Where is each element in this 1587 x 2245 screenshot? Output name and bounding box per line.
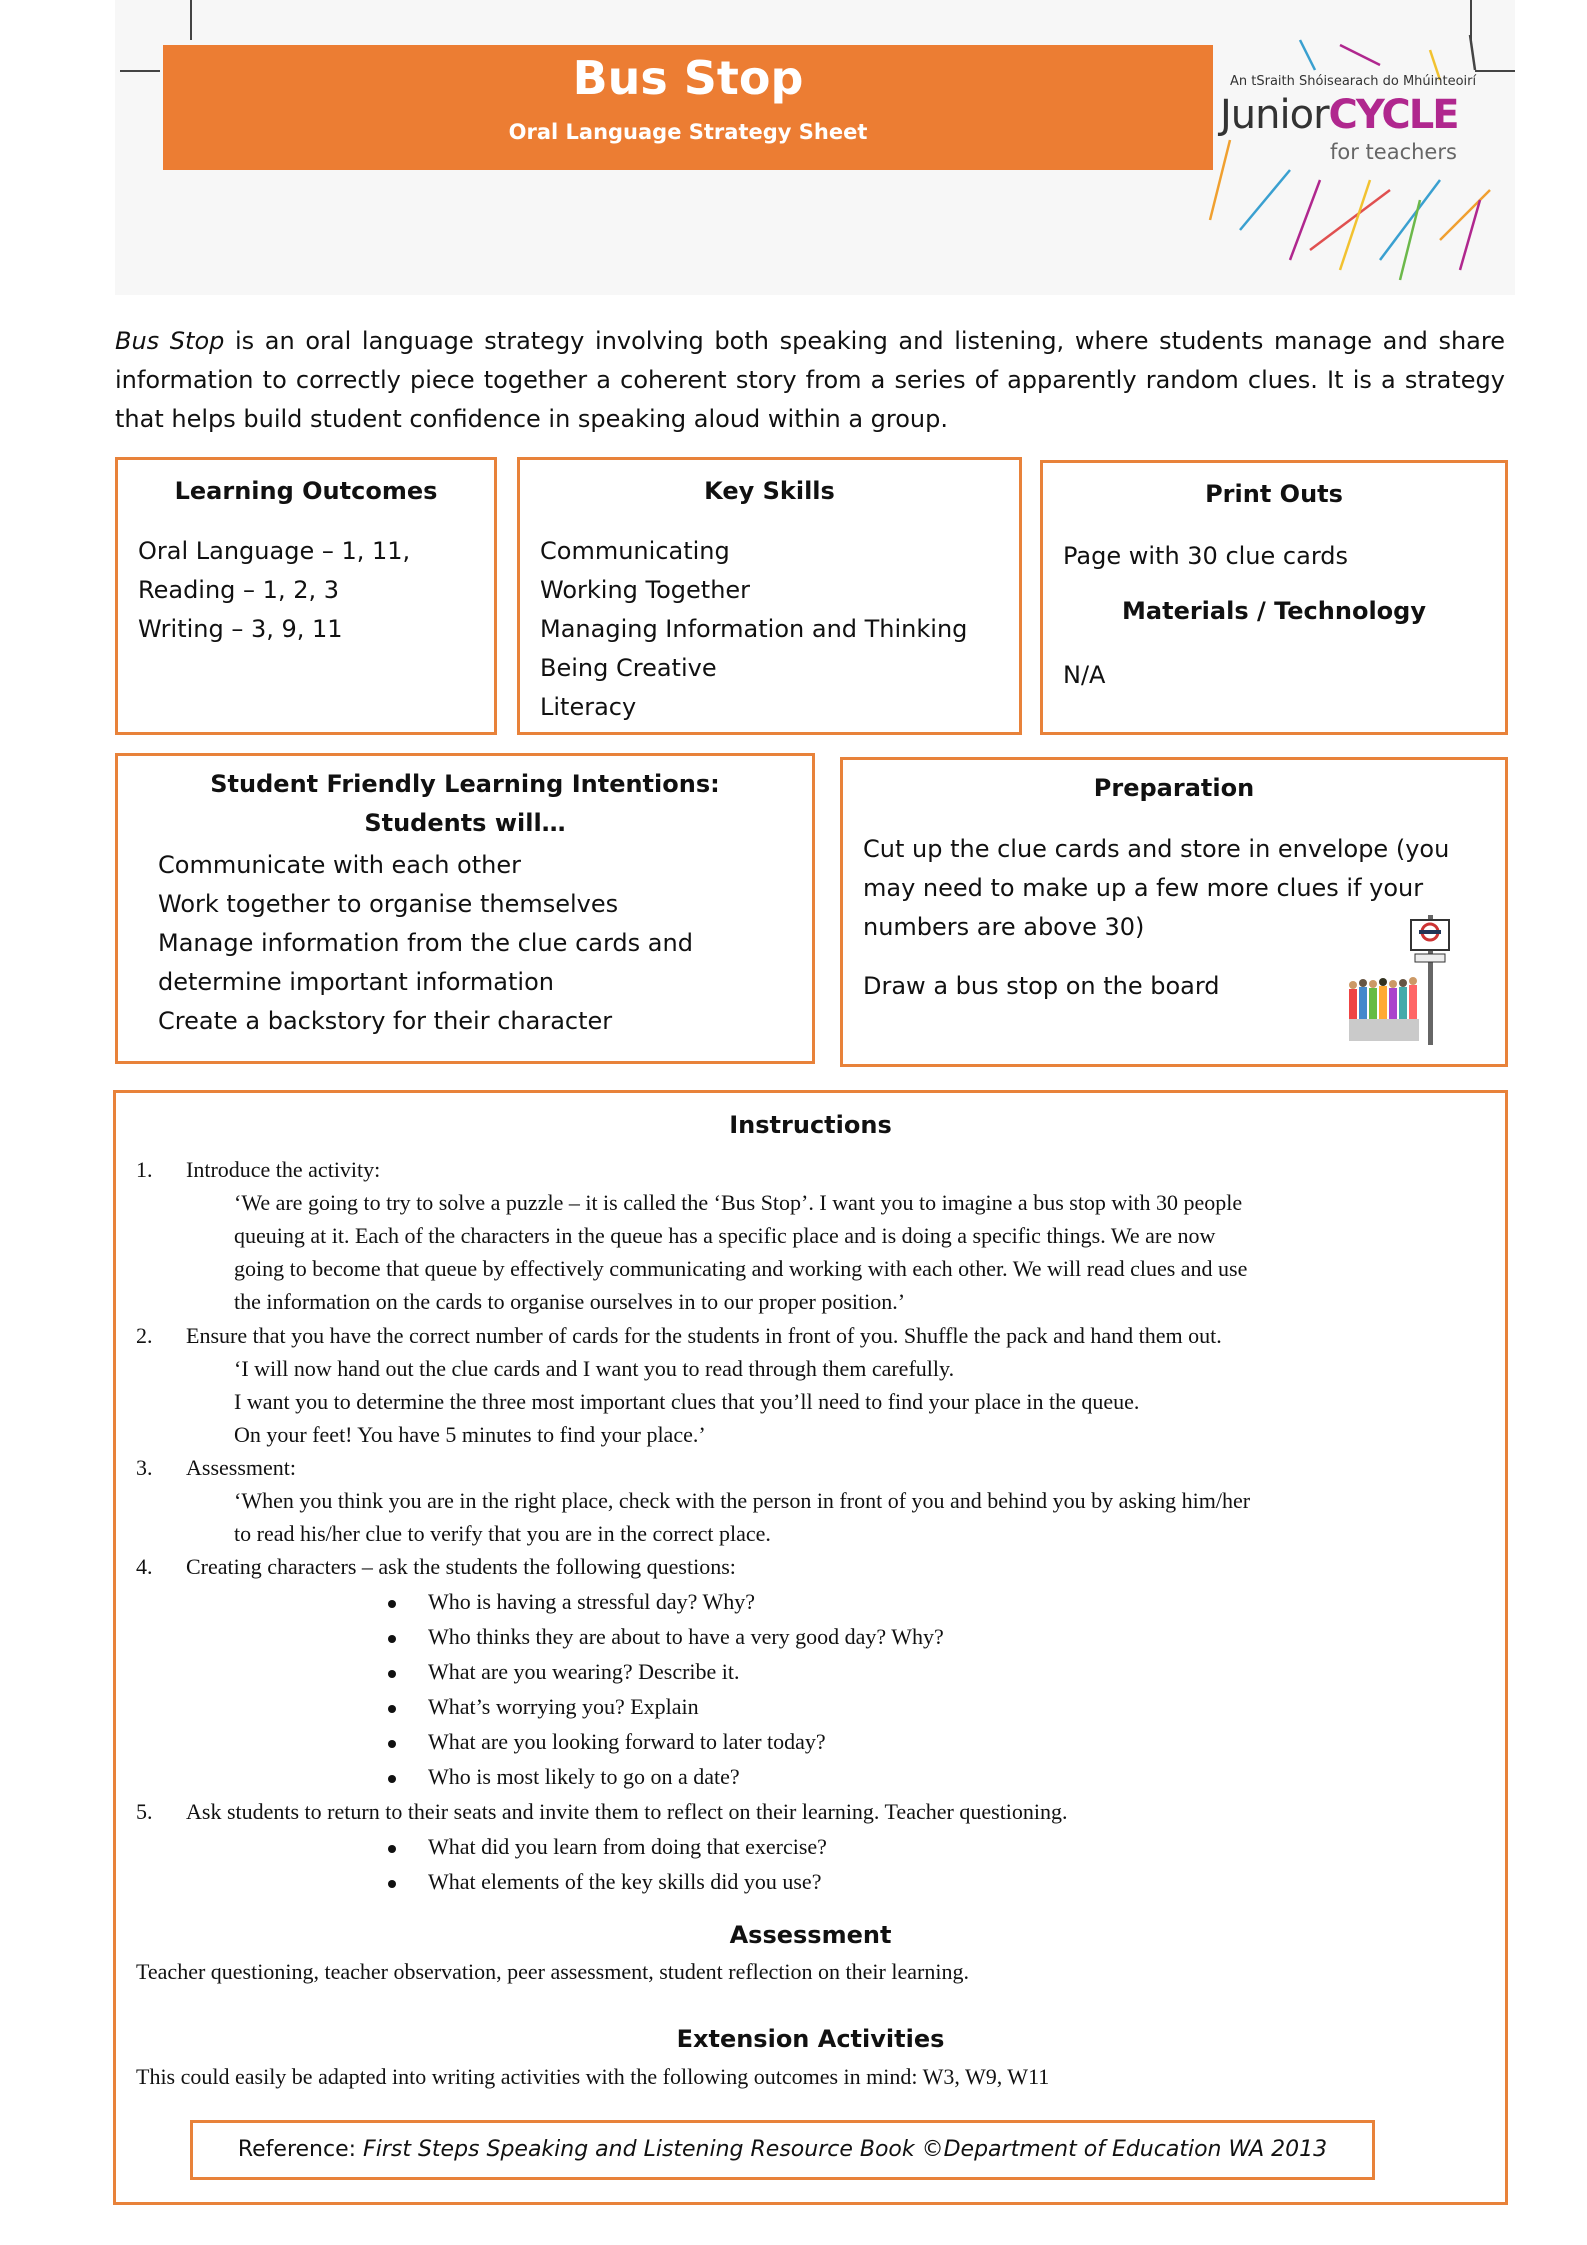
list-item: Work together to organise themselves — [158, 890, 619, 918]
bullet-dot-icon — [388, 1880, 396, 1888]
junior-cycle-logo — [1220, 92, 1458, 138]
bullet-text: What are you wearing? Describe it. — [428, 1659, 740, 1684]
intro-text: is an oral language strategy involving both speaking and listening, where students manage and share information to correctly piece together a coherent story from a series of apparently random clues. It is a strategy that helps build student confidence in speaking aloud within a group. — [115, 327, 1505, 433]
print-outs-title: Print Outs — [1205, 480, 1343, 508]
list-item: Being Creative — [540, 654, 717, 682]
assessment-title: Assessment — [729, 1921, 892, 1949]
step-quote-line: queuing at it. Each of the characters in the queue has a specific place and is doing a specific things. We are now — [234, 1223, 1216, 1248]
print-outs-box — [1040, 460, 1508, 735]
step-quote-line: ‘When you think you are in the right place, check with the person in front of you and behind you by asking him/her — [234, 1488, 1251, 1513]
bullet-item — [428, 1830, 827, 1863]
assessment-text: Teacher questioning, teacher observation, peer assessment, student reflection on their learning. — [136, 1959, 969, 1984]
bullet-item — [428, 1760, 740, 1793]
intentions-subtitle: Students will… — [364, 809, 566, 837]
preparation-line: Cut up the clue cards and store in envelope (you — [863, 835, 1450, 863]
logo-irish-text: An tSraith Shóisearach do Mhúinteoirí — [1230, 74, 1477, 89]
bullet-text: Who thinks they are about to have a very good day? Why? — [428, 1624, 944, 1649]
step-quote-line: ‘We are going to try to solve a puzzle – it is called the ‘Bus Stop’. I want you to imagine a bus stop with 30 people — [234, 1190, 1243, 1215]
step-quote-line: to read his/her clue to verify that you are in the correct place. — [234, 1521, 771, 1546]
step-number: 1. — [136, 1157, 153, 1182]
key-skills-title: Key Skills — [704, 477, 835, 505]
bus-stop-queue-icon — [1343, 910, 1453, 1050]
bullet-dot-icon — [388, 1670, 396, 1678]
preparation-title: Preparation — [1093, 774, 1255, 802]
bullet-dot-icon — [388, 1635, 396, 1643]
instructions-box — [113, 1090, 1508, 2205]
bullet-text: Who is most likely to go on a date? — [428, 1764, 740, 1789]
bullet-text: Who is having a stressful day? Why? — [428, 1589, 756, 1614]
reference-citation: First Steps Speaking and Listening Resource Book ©Department of Education WA 2013 — [363, 2137, 1328, 2162]
step-text: Ask students to return to their seats and invite them to reflect on their learning. Teacher questioning. — [186, 1799, 1068, 1824]
step-quote-line: the information on the cards to organise ourselves in to our proper position.’ — [234, 1289, 906, 1314]
logo-cycle-text: CYCLE — [1328, 92, 1458, 138]
bullet-dot-icon — [388, 1600, 396, 1608]
step-text: Creating characters – ask the students the following questions: — [186, 1554, 736, 1579]
step-number: 2. — [136, 1323, 153, 1348]
learning-outcomes-title: Learning Outcomes — [174, 477, 438, 505]
list-item: Reading – 1, 2, 3 — [138, 576, 339, 604]
list-item: Literacy — [540, 693, 637, 721]
step-text: Introduce the activity: — [186, 1157, 381, 1182]
preparation-draw-text: Draw a bus stop on the board — [863, 972, 1220, 1000]
key-skills-box — [517, 457, 1022, 735]
step-number: 3. — [136, 1455, 153, 1480]
bullet-dot-icon — [388, 1845, 396, 1853]
bullet-item — [428, 1620, 944, 1653]
bullet-text: What are you looking forward to later today? — [428, 1729, 826, 1754]
learning-outcomes-list — [138, 532, 410, 649]
materials-text: N/A — [1063, 661, 1106, 689]
bullet-text: What did you learn from doing that exercise? — [428, 1834, 827, 1859]
print-outs-text: Page with 30 clue cards — [1063, 542, 1348, 570]
intro-paragraph — [115, 322, 1505, 439]
crop-mark — [120, 70, 160, 72]
bullet-dot-icon — [388, 1705, 396, 1713]
step-quote-line: I want you to determine the three most important clues that you’ll need to find your place in the queue. — [234, 1389, 1140, 1414]
bullet-item — [428, 1690, 699, 1723]
intentions-title: Student Friendly Learning Intentions: — [210, 770, 720, 798]
list-item: Communicating — [540, 537, 730, 565]
bullet-text: What’s worrying you? Explain — [428, 1694, 699, 1719]
step-quote-line: going to become that queue by effectively communicating and working with each other. We will read clues and use — [234, 1256, 1248, 1281]
logo-junior-text: Junior — [1220, 92, 1329, 138]
bullet-dot-icon — [388, 1775, 396, 1783]
preparation-box — [840, 757, 1508, 1067]
preparation-line: numbers are above 30) — [863, 913, 1145, 941]
list-item: Writing – 3, 9, 11 — [138, 615, 343, 643]
step-text: Ensure that you have the correct number of cards for the students in front of you. Shuffle the pack and hand them out. — [186, 1323, 1222, 1348]
list-item: Manage information from the clue cards and — [158, 929, 693, 957]
crop-mark — [190, 0, 192, 40]
list-item: Managing Information and Thinking — [540, 615, 968, 643]
page-subtitle: Oral Language Strategy Sheet — [508, 120, 868, 144]
step-number: 5. — [136, 1799, 153, 1824]
step-number: 4. — [136, 1554, 153, 1579]
learning-outcomes-box — [115, 457, 497, 735]
title-banner — [163, 45, 1213, 170]
list-item: Oral Language – 1, 11, — [138, 537, 411, 565]
reference-box — [190, 2120, 1375, 2180]
step-text: Assessment: — [186, 1455, 296, 1480]
list-item: Communicate with each other — [158, 851, 521, 879]
extension-text: This could easily be adapted into writing activities with the following outcomes in mind: W3, W9, W11 — [136, 2064, 1050, 2089]
intro-lead: Bus Stop — [115, 327, 225, 355]
bullet-item — [428, 1725, 826, 1758]
step-quote-line: On your feet! You have 5 minutes to find your place.’ — [234, 1422, 706, 1447]
reference-label: Reference: — [237, 2137, 364, 2162]
extension-title: Extension Activities — [676, 2025, 945, 2053]
bullet-dot-icon — [388, 1740, 396, 1748]
bullet-item — [428, 1865, 821, 1898]
step-quote-line: ‘I will now hand out the clue cards and I want you to read through them carefully. — [234, 1356, 955, 1381]
learning-intentions-box — [115, 753, 815, 1064]
list-item: Working Together — [540, 576, 751, 604]
logo-for-teachers: for teachers — [1330, 140, 1457, 164]
preparation-line: may need to make up a few more clues if your — [863, 874, 1424, 902]
bullet-text: What elements of the key skills did you use? — [428, 1869, 822, 1894]
intentions-list — [158, 846, 693, 1041]
materials-title: Materials / Technology — [1122, 597, 1426, 625]
list-item: determine important information — [158, 968, 554, 996]
page-title: Bus Stop — [572, 51, 804, 105]
key-skills-list — [540, 532, 967, 727]
bullet-item — [428, 1655, 740, 1688]
bullet-item — [428, 1585, 755, 1618]
instructions-title: Instructions — [729, 1111, 892, 1139]
list-item: Create a backstory for their character — [158, 1007, 613, 1035]
